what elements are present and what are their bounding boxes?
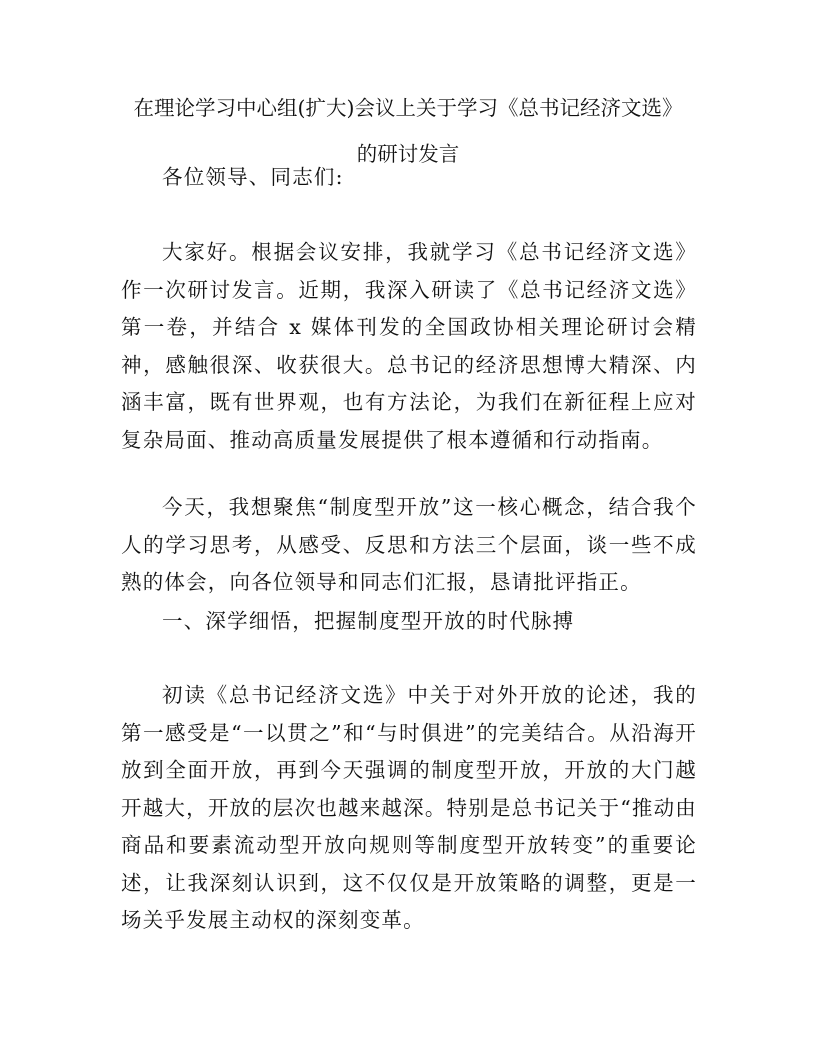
section-heading-1: 一、深学细悟，把握制度型开放的时代脉搏 <box>162 609 575 633</box>
document-title-line-2: 的研讨发言 <box>356 142 460 166</box>
paragraph-intro: 大家好。根据会议安排，我就学习《总书记经济文选》作一次研讨发言。近期，我深入研读了《总书记经济文选》第一卷，并结合 x 媒体刊发的全国政协相关理论研讨会精神，感触很深、收获很大。总书记的经济思想博大精深、内涵丰富，既有世界观，也有方法论，为我们在新征程上应对复杂局面、推动高质量发展提供了根本遵循和行动指南。 <box>121 240 697 452</box>
paragraph-section-1-body: 初读《总书记经济文选》中关于对外开放的论述，我的第一感受是“一以贯之”和“与时俱进”的完美结合。从沿海开放到全面开放，再到今天强调的制度型开放，开放的大门越开越大，开放的层次也越来越深。特别是总书记关于“推动由商品和要素流动型开放向规则等制度型开放转变”的重要论述，让我深刻认识到，这不仅仅是开放策略的调整，更是一场关乎发展主动权的深刻变革。 <box>121 683 697 932</box>
salutation: 各位领导、同志们: <box>162 165 344 189</box>
paragraph-focus: 今天，我想聚焦“制度型开放”这一核心概念，结合我个人的学习思考，从感受、反思和方法三个层面，谈一些不成熟的体会，向各位领导和同志们汇报，恳请批评指正。 <box>121 495 697 594</box>
document-title-line-1: 在理论学习中心组(扩大)会议上关于学习《总书记经济文选》 <box>133 96 683 120</box>
